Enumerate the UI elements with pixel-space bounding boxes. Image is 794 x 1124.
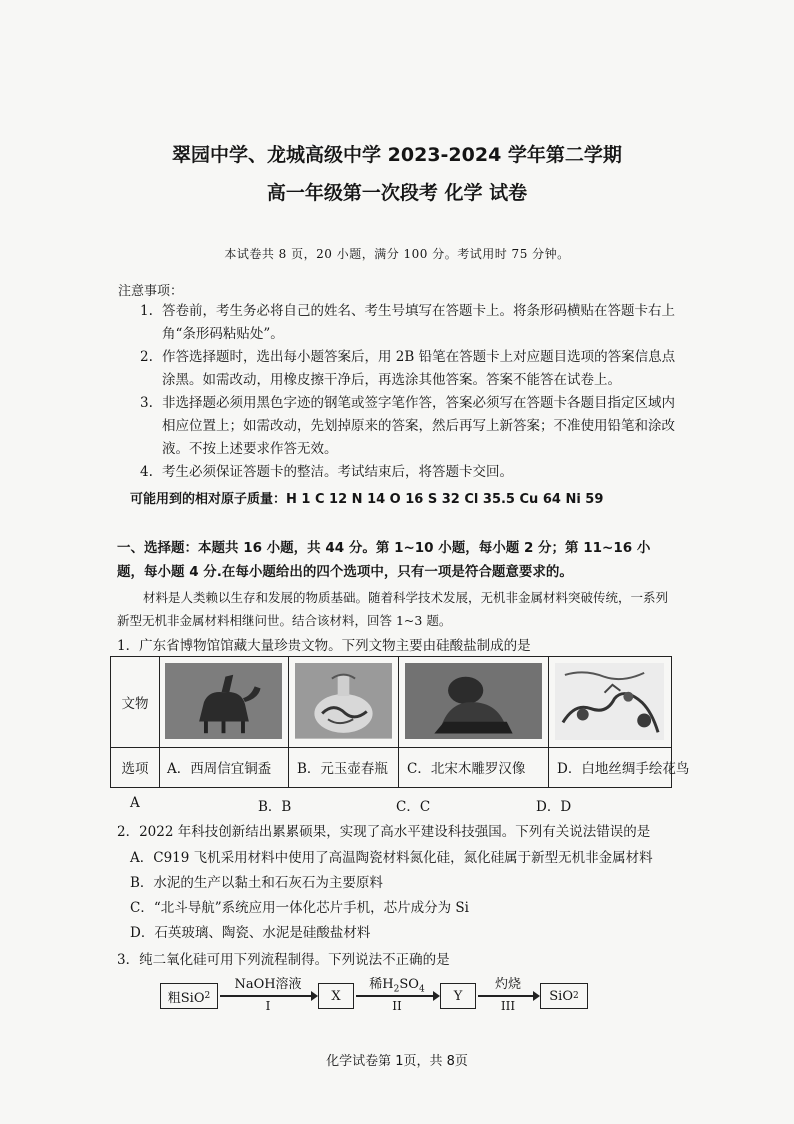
- q1-choice-b: B．B: [258, 799, 292, 815]
- bronze-vessel-icon: [165, 663, 282, 739]
- q2-option-b: B．水泥的生产以黏土和石灰石为主要原料: [130, 875, 383, 891]
- relic-b-label: B．元玉壶春瓶: [297, 761, 388, 777]
- exam-meta: 本试卷共 8 页，20 小题，满分 100 分。考试用时 75 分钟。: [224, 247, 570, 261]
- silk-painting-icon: [555, 663, 664, 740]
- pure-sio2-text: SiO: [549, 988, 573, 1004]
- relic-d-cell: [549, 657, 670, 747]
- h2so4-part1: 稀H: [369, 977, 394, 992]
- porcelain-vase-icon: [295, 663, 392, 739]
- relic-d-label: D．白地丝绸手绘花鸟: [557, 761, 690, 777]
- reagent-calcine: 灼烧: [494, 977, 521, 992]
- notes-heading: 注意事项：: [118, 284, 184, 299]
- wood-carving-icon: [405, 663, 542, 739]
- relic-b-cell: [289, 657, 399, 747]
- q1-choice-c: C．C: [396, 799, 431, 815]
- h2so4-sub2: 4: [418, 984, 425, 995]
- step-2-label: II: [392, 999, 402, 1013]
- q2-option-c: C．“北斗导航”系统应用一体化芯片手机，芯片成分为 Si: [130, 900, 469, 916]
- relic-d-label-cell: [549, 747, 690, 787]
- relics-option-row: [111, 747, 690, 787]
- q2-option-d: D．石英玻璃、陶瓷、水泥是硅酸盐材料: [130, 925, 371, 941]
- note-item: [140, 346, 680, 392]
- note-item: [140, 461, 680, 484]
- crude-sio2-text: 粗SiO: [167, 990, 205, 1006]
- relics-table: [110, 656, 690, 788]
- relic-a-cell: [159, 657, 289, 747]
- q1-choice-a: A: [130, 795, 140, 811]
- relic-c-label: C．北宋木雕罗汉像: [407, 761, 526, 777]
- note-number: 4.: [140, 464, 153, 480]
- section-title: 一、选择题：本题共 16 小题，共 44 分。第 1~10 小题，每小题 2 分；第 11~16 小题，每小题 4 分.在每小题给出的四个选项中，只有一项是符合题意要求的。: [117, 540, 651, 580]
- pure-sio2-sub: 2: [573, 991, 579, 1001]
- note-item: [140, 300, 680, 346]
- page-footer: 化学试卷第 1页，共 8页: [326, 1054, 468, 1069]
- note-text: 作答选择题时，选出每小题答案后，用 2B 铅笔在答题卡上对应题目选项的答案信息点涂黑。如需改动，用橡皮擦干净后，再选涂其他答案。答案不能答在试卷上。: [162, 349, 676, 388]
- y-box: Y: [440, 983, 476, 1009]
- relic-c-label-cell: [399, 747, 549, 787]
- arrow-step-1: [220, 995, 316, 997]
- question-3-stem: 3．纯二氧化硅可用下列流程制得。下列说法不正确的是: [117, 952, 450, 968]
- relics-image-row: [111, 657, 671, 748]
- silica-flowchart: [160, 975, 610, 1015]
- relic-a-label: A．西周信宜铜盉: [167, 761, 272, 777]
- crude-sio2-box: [160, 983, 218, 1009]
- section-intro: 材料是人类赖以生存和发展的物质基础。随着科学技术发展，无机非金属材料突破传统，一系列新型无机非金属材料相继问世。结合该材料，回答 1~3 题。: [117, 590, 669, 628]
- note-text: 非选择题必须用黑色字迹的钢笔或签字笔作答，答案必须写在答题卡各题目指定区域内相应位置上；如需改动，先划掉原来的答案，然后再写上新答案；不准使用铅笔和涂改液。不按上述要求作答无效。: [162, 395, 675, 457]
- relic-b-label-cell: [289, 747, 399, 787]
- h2so4-part2: SO: [399, 977, 419, 992]
- q2-option-a: A．C919 飞机采用材料中使用了高温陶瓷材料氮化硅，氮化硅属于新型无机非金属材料: [130, 850, 653, 866]
- arrow-step-2: [356, 995, 438, 997]
- step-1-label: I: [265, 999, 271, 1013]
- question-2-stem: 2．2022 年科技创新结出累累硕果，实现了高水平建设科技强国。下列有关说法错误的是: [117, 824, 651, 840]
- arrow-step-3: [478, 995, 538, 997]
- crude-sio2-sub: 2: [204, 991, 211, 1001]
- exam-title-line2: 高一年级第一次段考 化学 试卷: [266, 182, 528, 204]
- question-1-stem: 1．广东省博物馆馆藏大量珍贵文物。下列文物主要由硅酸盐制成的是: [117, 638, 531, 654]
- x-box: X: [318, 983, 354, 1009]
- exam-title-line1: 翠园中学、龙城高级中学 2023-2024 学年第二学期: [172, 144, 622, 166]
- step-3-label: III: [500, 999, 516, 1013]
- note-text: 考生必须保证答题卡的整洁。考试结束后，将答题卡交回。: [162, 464, 513, 480]
- pure-sio2-box: [540, 983, 588, 1009]
- reagent-h2so4: [356, 973, 438, 995]
- relic-a-label-cell: [159, 747, 289, 787]
- h2so4-sub1: 2: [393, 984, 400, 995]
- atomic-masses: 可能用到的相对原子质量：H 1 C 12 N 14 O 16 S 32 Cl 35.5 Cu 64 Ni 59: [130, 492, 604, 507]
- q1-choice-d: D．D: [536, 799, 572, 815]
- reagent-naoh: NaOH溶液: [234, 977, 302, 992]
- note-number: 2.: [140, 349, 153, 365]
- note-item: [140, 392, 680, 461]
- relic-c-cell: [399, 657, 549, 747]
- row-label-option: 选项: [111, 747, 160, 787]
- note-number: 1.: [140, 303, 153, 319]
- note-number: 3.: [140, 395, 153, 411]
- row-label-relic: 文物: [111, 657, 160, 747]
- note-text: 答卷前，考生务必将自己的姓名、考生号填写在答题卡上。将条形码横贴在答题卡右上角“条形码粘贴处”。: [162, 303, 675, 342]
